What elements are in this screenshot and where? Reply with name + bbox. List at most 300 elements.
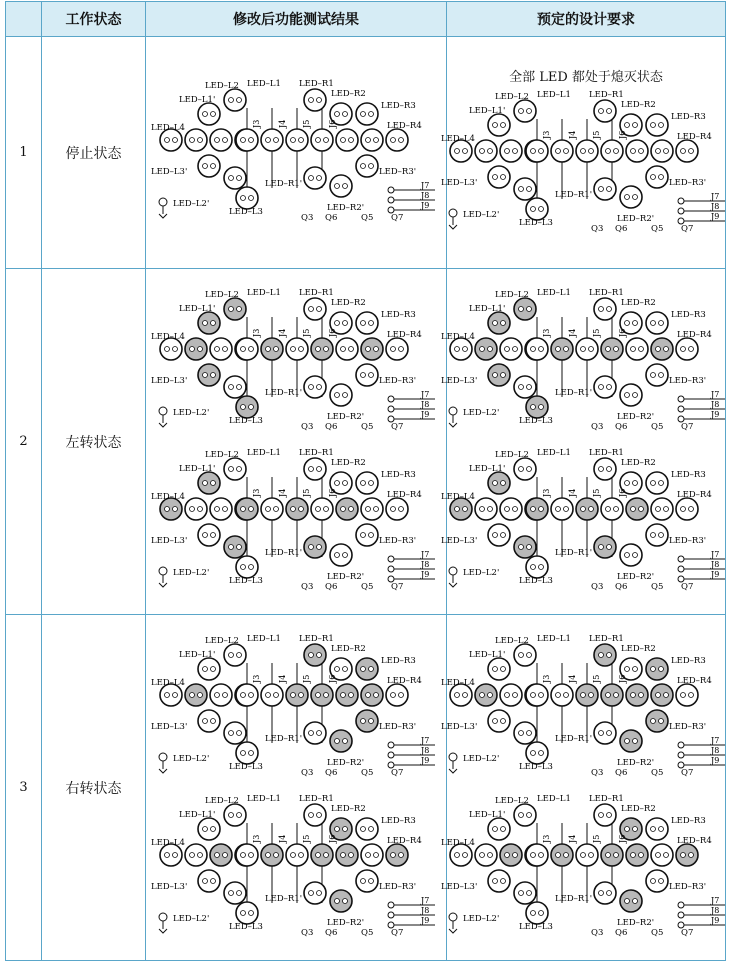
led-label: LED–R3' xyxy=(669,535,707,546)
led-label: LED–R3' xyxy=(669,178,707,188)
led-label: LED–L1 xyxy=(537,287,571,298)
transistor-label: Q6 xyxy=(325,767,338,778)
transistor-label: Q3 xyxy=(301,212,314,223)
led-label: LED–R1' xyxy=(555,733,593,744)
connector-label: J9 xyxy=(711,569,720,579)
led-label: LED–R4 xyxy=(677,835,712,846)
led-r3p xyxy=(646,870,668,892)
led-r4a xyxy=(336,338,358,360)
ground-icon xyxy=(159,198,167,206)
ground-icon xyxy=(159,761,167,773)
transistor-label: Q5 xyxy=(651,421,664,432)
connector-label: J8 xyxy=(421,190,430,200)
led-label: LED–R3 xyxy=(671,815,706,826)
led-r4a xyxy=(336,844,358,866)
led-label: LED–L3' xyxy=(151,721,188,732)
transistor-label: Q3 xyxy=(301,581,314,592)
led-label: LED–L1' xyxy=(469,809,506,820)
led-j6 xyxy=(601,140,623,162)
led-label: LED–L3' xyxy=(441,535,478,546)
led-diagram xyxy=(151,793,441,943)
led-label: LED–R2 xyxy=(331,643,366,654)
led-r4c xyxy=(386,129,408,151)
test-result-header: 修改后功能测试结果 xyxy=(146,2,447,37)
transistor-label: Q6 xyxy=(615,927,628,938)
led-label: LED–L1 xyxy=(247,633,281,644)
led-label: LED–R2 xyxy=(621,100,656,110)
led-r3p xyxy=(356,364,378,386)
connector-label: J9 xyxy=(421,915,430,925)
led-label: LED–L3' xyxy=(441,881,478,892)
led-label: LED–R1' xyxy=(555,547,593,558)
led-l1p xyxy=(198,312,220,334)
led-label: LED–R3 xyxy=(381,100,416,111)
led-j5 xyxy=(286,844,308,866)
led-label: LED–L3' xyxy=(441,721,478,732)
test-result-cell xyxy=(146,37,447,269)
led-l3 xyxy=(526,902,548,924)
led-label: LED–L1' xyxy=(469,649,506,660)
jumper-label: J5 xyxy=(302,488,311,497)
led-label: LED–L4 xyxy=(441,134,475,144)
led-label: LED–R1' xyxy=(265,387,303,398)
state-header: 工作状态 xyxy=(42,2,146,37)
connector-label: J9 xyxy=(421,409,430,419)
design-requirement-cell xyxy=(441,269,726,615)
led-r4b xyxy=(651,684,673,706)
jumper-label: J5 xyxy=(592,328,601,337)
led-l3p xyxy=(198,524,220,546)
led-label: LED–R4 xyxy=(387,835,422,846)
led-label: LED–R2 xyxy=(621,803,656,814)
led-l4c xyxy=(210,129,232,151)
transistor-label: Q6 xyxy=(325,421,338,432)
led-l4c xyxy=(210,498,232,520)
led-label: LED–R3 xyxy=(381,309,416,320)
led-label: LED–R1 xyxy=(299,78,334,89)
led-r3p xyxy=(646,524,668,546)
led-j6 xyxy=(601,338,623,360)
led-label: LED–R1' xyxy=(265,178,303,189)
led-diagram xyxy=(441,633,730,783)
table-row xyxy=(6,37,726,269)
led-r4a xyxy=(336,129,358,151)
led-l3p xyxy=(198,710,220,732)
led-r4b xyxy=(651,844,673,866)
led-j3 xyxy=(236,498,258,520)
transistor-label: Q5 xyxy=(651,581,664,592)
jumper-label: J3 xyxy=(252,834,261,843)
ground-icon xyxy=(449,567,457,575)
led-label: LED–L2' xyxy=(463,753,500,764)
led-l1p xyxy=(488,472,510,494)
connector-label: J7 xyxy=(711,192,720,201)
led-l1p xyxy=(488,818,510,840)
led-l1p xyxy=(198,818,220,840)
led-j3 xyxy=(526,338,548,360)
led-label: LED–L2' xyxy=(463,210,500,220)
led-l2p xyxy=(224,167,246,189)
led-r4a xyxy=(626,844,648,866)
table-row xyxy=(6,269,726,615)
led-label: LED–L2' xyxy=(173,753,210,764)
led-label: LED–L3' xyxy=(151,535,188,546)
jumper-label: J3 xyxy=(542,328,551,337)
led-r2p xyxy=(620,890,642,912)
led-j5 xyxy=(286,129,308,151)
led-label: LED–L2 xyxy=(495,92,529,102)
led-label: LED–R3 xyxy=(671,655,706,666)
ground-icon xyxy=(449,913,457,921)
led-l3p xyxy=(488,364,510,386)
led-r3 xyxy=(646,312,668,334)
row-state: 停止状态 xyxy=(42,37,146,269)
connector-label: J8 xyxy=(711,745,720,755)
connector-pin xyxy=(678,752,684,758)
led-r1p xyxy=(594,376,616,398)
led-label: LED–R2' xyxy=(617,917,655,928)
row-index: 1 xyxy=(6,37,42,269)
led-label: LED–R4 xyxy=(387,489,422,500)
connector-label: J9 xyxy=(711,915,720,925)
connector-pin xyxy=(388,566,394,572)
led-label: LED–L2 xyxy=(495,635,529,646)
led-r3p xyxy=(356,155,378,177)
led-l1 xyxy=(514,100,536,122)
led-label: LED–L3' xyxy=(441,375,478,386)
led-label: LED–L4 xyxy=(151,122,185,133)
led-label: LED–L4 xyxy=(441,837,475,848)
led-r4a xyxy=(336,498,358,520)
connector-pin xyxy=(678,406,684,412)
transistor-label: Q7 xyxy=(681,421,694,432)
led-r2p xyxy=(620,544,642,566)
led-label: LED–R1' xyxy=(555,893,593,904)
led-l4b xyxy=(185,129,207,151)
led-l2p xyxy=(514,722,536,744)
led-label: LED–L2' xyxy=(173,567,210,578)
led-r1p xyxy=(594,882,616,904)
jumper-label: J3 xyxy=(542,674,551,683)
led-l4c xyxy=(210,844,232,866)
connector-label: J7 xyxy=(711,895,720,905)
jumper-label: J4 xyxy=(568,674,577,683)
led-l1p xyxy=(488,114,510,136)
led-r3 xyxy=(646,472,668,494)
led-label: LED–R3' xyxy=(379,721,417,732)
connector-pin xyxy=(388,197,394,203)
row-index: 3 xyxy=(6,615,42,961)
led-l4c xyxy=(500,140,522,162)
connector-label: J8 xyxy=(711,399,720,409)
led-label: LED–R1' xyxy=(265,547,303,558)
led-l4c xyxy=(500,684,522,706)
led-r4a xyxy=(336,684,358,706)
ground-icon xyxy=(449,575,457,587)
jumper-label: J4 xyxy=(278,328,287,337)
led-r3p xyxy=(646,166,668,188)
led-label: LED–L3 xyxy=(229,921,263,932)
led-label: LED–L2 xyxy=(495,795,529,806)
led-label: LED–L3 xyxy=(229,206,263,217)
ground-icon xyxy=(449,415,457,427)
led-label: LED–L4 xyxy=(441,677,475,688)
led-label: LED–R4 xyxy=(677,675,712,686)
led-l3p xyxy=(198,364,220,386)
design-requirement-cell xyxy=(441,37,726,269)
led-l4b xyxy=(475,140,497,162)
connector-label: J7 xyxy=(421,180,430,190)
led-j4 xyxy=(551,140,573,162)
test-result-cell xyxy=(146,615,447,961)
transistor-label: Q7 xyxy=(681,927,694,938)
jumper-label: J4 xyxy=(278,674,287,683)
transistor-label: Q7 xyxy=(681,767,694,778)
design-requirement-cell xyxy=(441,615,726,961)
connector-pin xyxy=(388,406,394,412)
led-label: LED–R2 xyxy=(331,297,366,308)
connector-pin xyxy=(388,742,394,748)
jumper-label: J4 xyxy=(278,119,287,128)
led-j3 xyxy=(236,338,258,360)
led-label: LED–R1 xyxy=(589,287,624,298)
led-l1 xyxy=(514,644,536,666)
led-j3 xyxy=(236,684,258,706)
led-r3p xyxy=(356,870,378,892)
led-j5 xyxy=(576,140,598,162)
led-l1p xyxy=(198,472,220,494)
ground-icon xyxy=(449,753,457,761)
jumper-label: J6 xyxy=(328,674,337,683)
led-r2p xyxy=(330,730,352,752)
led-r4a xyxy=(626,338,648,360)
led-label: LED–R1 xyxy=(589,447,624,458)
jumper-label: J6 xyxy=(328,119,337,128)
connector-label: J9 xyxy=(711,409,720,419)
led-j4 xyxy=(551,498,573,520)
transistor-label: Q3 xyxy=(301,421,314,432)
led-l1 xyxy=(514,298,536,320)
led-l4b xyxy=(185,498,207,520)
led-l3 xyxy=(526,556,548,578)
led-label: LED–R2 xyxy=(621,297,656,308)
led-label: LED–L1' xyxy=(469,463,506,474)
led-l3 xyxy=(236,556,258,578)
led-r1 xyxy=(304,89,326,111)
led-l4b xyxy=(185,684,207,706)
led-r4c xyxy=(676,844,698,866)
led-l4b xyxy=(185,844,207,866)
connector-label: J9 xyxy=(421,200,430,210)
ground-icon xyxy=(159,206,167,218)
led-l3 xyxy=(236,902,258,924)
jumper-label: J3 xyxy=(542,130,551,139)
connector-pin xyxy=(678,556,684,562)
led-r4a xyxy=(626,140,648,162)
connector-label: J7 xyxy=(711,735,720,745)
led-label: LED–L1 xyxy=(537,793,571,804)
led-l2p xyxy=(224,376,246,398)
led-r1 xyxy=(304,298,326,320)
jumper-label: J3 xyxy=(252,488,261,497)
jumper-label: J6 xyxy=(328,834,337,843)
led-label: LED–L1 xyxy=(247,287,281,298)
led-r1p xyxy=(594,536,616,558)
led-r1 xyxy=(594,298,616,320)
led-label: LED–L3 xyxy=(229,761,263,772)
row-index: 2 xyxy=(6,269,42,615)
led-r3p xyxy=(356,524,378,546)
led-label: LED–L3 xyxy=(229,415,263,426)
led-label: LED–R4 xyxy=(677,132,712,142)
ground-icon xyxy=(159,415,167,427)
led-r2p xyxy=(620,730,642,752)
jumper-label: J5 xyxy=(302,834,311,843)
led-j3 xyxy=(526,844,548,866)
led-label: LED–L2 xyxy=(495,449,529,460)
jumper-label: J3 xyxy=(252,328,261,337)
led-l3 xyxy=(526,198,548,220)
transistor-label: Q7 xyxy=(681,581,694,592)
led-r4b xyxy=(361,844,383,866)
transistor-label: Q5 xyxy=(361,767,374,778)
jumper-label: J3 xyxy=(542,834,551,843)
led-j5 xyxy=(286,684,308,706)
led-label: LED–R1 xyxy=(589,90,624,100)
jumper-label: J5 xyxy=(592,674,601,683)
led-label: LED–L2 xyxy=(205,289,239,300)
transistor-label: Q3 xyxy=(591,224,604,234)
led-label: LED–L3' xyxy=(441,178,478,188)
led-j4 xyxy=(261,844,283,866)
led-j5 xyxy=(576,844,598,866)
led-r1 xyxy=(594,644,616,666)
ground-icon xyxy=(449,761,457,773)
led-j6 xyxy=(311,498,333,520)
led-j6 xyxy=(311,684,333,706)
led-j6 xyxy=(601,844,623,866)
led-l1 xyxy=(224,89,246,111)
led-r1p xyxy=(304,722,326,744)
led-l3p xyxy=(488,166,510,188)
led-label: LED–L3' xyxy=(151,375,188,386)
connector-label: J7 xyxy=(421,549,430,559)
transistor-label: Q3 xyxy=(591,581,604,592)
led-label: LED–L2 xyxy=(205,795,239,806)
led-j3 xyxy=(236,129,258,151)
led-r2p xyxy=(330,890,352,912)
led-j3 xyxy=(526,498,548,520)
connector-label: J9 xyxy=(711,212,720,221)
led-l4c xyxy=(500,498,522,520)
led-diagram xyxy=(151,78,441,228)
led-l4b xyxy=(475,498,497,520)
led-j5 xyxy=(286,338,308,360)
led-label: LED–L1' xyxy=(179,303,216,314)
connector-label: J9 xyxy=(421,569,430,579)
transistor-label: Q7 xyxy=(391,212,404,223)
connector-pin xyxy=(388,752,394,758)
led-label: LED–L1 xyxy=(247,78,281,89)
jumper-label: J4 xyxy=(278,488,287,497)
led-l3 xyxy=(236,742,258,764)
led-label: LED–R3 xyxy=(381,655,416,666)
led-l1p xyxy=(198,103,220,125)
led-label: LED–R3 xyxy=(671,469,706,480)
led-r1p xyxy=(304,167,326,189)
led-l3 xyxy=(526,742,548,764)
led-label: LED–L1' xyxy=(179,649,216,660)
led-r4c xyxy=(386,684,408,706)
led-j4 xyxy=(261,338,283,360)
connector-label: J8 xyxy=(421,399,430,409)
led-l1p xyxy=(198,658,220,680)
led-j5 xyxy=(286,498,308,520)
connector-pin xyxy=(678,208,684,214)
led-r3 xyxy=(356,818,378,840)
led-l4c xyxy=(210,338,232,360)
results-table xyxy=(5,1,726,961)
led-r4b xyxy=(361,129,383,151)
connector-label: J9 xyxy=(421,755,430,765)
led-label: LED–R3 xyxy=(381,469,416,480)
led-label: LED–L3 xyxy=(519,761,553,772)
led-label: LED–L1 xyxy=(537,633,571,644)
led-r4c xyxy=(676,338,698,360)
led-label: LED–R1 xyxy=(299,287,334,298)
led-j3 xyxy=(526,140,548,162)
connector-pin xyxy=(388,556,394,562)
led-label: LED–R2' xyxy=(327,757,365,768)
jumper-label: J5 xyxy=(302,674,311,683)
led-r4c xyxy=(676,684,698,706)
led-l2p xyxy=(514,536,536,558)
led-label: LED–R1' xyxy=(555,387,593,398)
jumper-label: J6 xyxy=(618,328,627,337)
led-label: LED–R1 xyxy=(299,793,334,804)
jumper-label: J5 xyxy=(302,119,311,128)
led-r1p xyxy=(304,376,326,398)
led-label: LED–R1 xyxy=(589,793,624,804)
led-j6 xyxy=(601,498,623,520)
led-l3 xyxy=(526,396,548,418)
ground-icon xyxy=(159,575,167,587)
led-label: LED–R2' xyxy=(617,571,655,582)
led-l1 xyxy=(224,804,246,826)
connector-pin xyxy=(388,902,394,908)
led-label: LED–L4 xyxy=(151,491,185,502)
led-label: LED–R2 xyxy=(621,643,656,654)
connector-pin xyxy=(388,187,394,193)
transistor-label: Q5 xyxy=(651,767,664,778)
connector-pin xyxy=(678,742,684,748)
transistor-label: Q5 xyxy=(651,927,664,938)
connector-pin xyxy=(388,912,394,918)
led-diagram xyxy=(151,447,441,597)
connector-pin xyxy=(678,198,684,204)
led-r2p xyxy=(330,175,352,197)
jumper-label: J4 xyxy=(568,834,577,843)
led-label: LED–L1' xyxy=(179,809,216,820)
led-j4 xyxy=(261,498,283,520)
led-label: LED–R3' xyxy=(379,166,417,177)
design-note: 全部 LED 都处于熄灭状态 xyxy=(509,70,663,85)
led-label: LED–L1' xyxy=(179,94,216,105)
led-label: LED–L4 xyxy=(441,331,475,342)
led-l2p xyxy=(514,882,536,904)
design-requirement-header: 预定的设计要求 xyxy=(447,2,726,37)
led-r3p xyxy=(646,364,668,386)
